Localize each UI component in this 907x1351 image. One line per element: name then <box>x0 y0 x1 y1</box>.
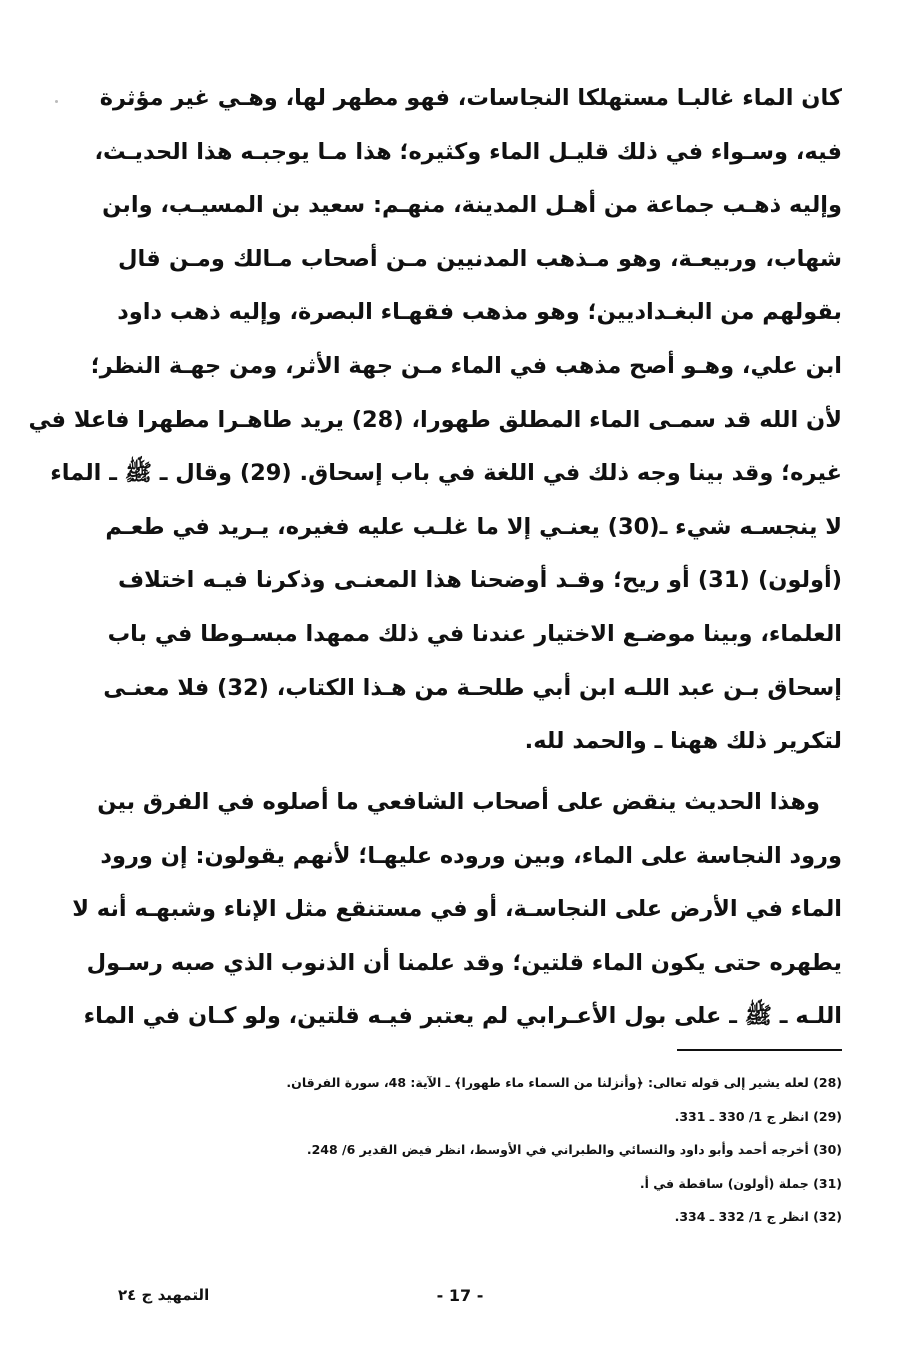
text-line-indented: وهذا الحديث ينقض على أصحاب الشافعي ما أصلوه في الفرق بين <box>97 789 820 815</box>
text-line: إسحاق بـن عبد اللـه ابن أبي طلحـة من هـذا الكتاب، (32) فلا معنـى <box>103 674 842 701</box>
text-line: ابن علي، وهـو أصح مذهب في الماء مـن جهة الأثر، ومن جهـة النظر؛ <box>90 352 842 379</box>
paragraph-1 <box>28 72 843 769</box>
running-footer: التمهيد ج ٢٤ <box>118 1286 210 1304</box>
text-line: بقولهم من البغـداديين؛ وهو مذهب فقهـاء البصرة، وإليه ذهب داود <box>117 299 842 326</box>
text-line: شهاب، وربيعـة، وهو مـذهب المدنيين مـن أصحاب مـالك ومـن قال <box>118 245 842 272</box>
text-line: اللـه ـ ﷺ ـ على بول الأعـرابي لم يعتبر فيـه قلتين، ولو كـان في الماء <box>83 1003 842 1030</box>
text-line-last: لتكرير ذلك ههنا ـ والحمد لله. <box>524 728 842 755</box>
footnote-separator <box>677 1049 842 1051</box>
text-line: الماء في الأرض على النجاسـة، أو في مستنقع مثل الإناء وشبهـه أنه لا <box>72 896 842 923</box>
text-line: لا ينجسـه شيء ـ(30) يعنـي إلا ما غلـب عليه فغيره، يـريد في طعـم <box>105 513 842 540</box>
paragraph-2 <box>72 776 842 1044</box>
text-line: فيه، وسـواء في ذلك قليـل الماء وكثيره؛ هذا مـا يوجبـه هذا الحديـث، <box>94 138 842 165</box>
text-line: وإليه ذهـب جماعة من أهـل المدينة، منهـم: سعيد بن المسيـب، وابن <box>102 192 842 219</box>
page-number: - 17 - <box>436 1286 484 1305</box>
text-line: يطهره حتى يكون الماء قلتين؛ وقد علمنا أن الذنوب الذي صبه رسـول <box>86 949 842 976</box>
footnote-28: (28) لعله يشير إلى قوله تعالى: ﴿وأنزلنا من السماء ماء طهورا﴾ ـ الآية: 48، سورة الفرقان. <box>286 1075 842 1090</box>
text-line: العلماء، وبينا موضـع الاختيار عندنا في ذلك ممهدا مبسـوطا في باب <box>107 620 842 647</box>
text-line: كان الماء غالبـا مستهلكا النجاسات، فهو مطهر لها، وهـي غير مؤثرة <box>99 85 842 111</box>
text-line: ورود النجاسة على الماء، وبين وروده عليهـا؛ لأنهم يقولون: إن ورود <box>100 842 842 869</box>
footnote-32: (32) انظر ج 1/ 332 ـ 334. <box>674 1209 842 1224</box>
text-line: لأن الله قد سمـى الماء المطلق طهورا، (28) يريد طاهـرا مطهرا فاعلا في <box>28 406 842 433</box>
scan-speck <box>55 100 58 103</box>
footnotes <box>160 1066 842 1234</box>
text-line: (أولون) (31) أو ريح؛ وقـد أوضحنا هذا المعنـى وذكرنا فيـه اختلاف <box>118 567 843 594</box>
footnote-29: (29) انظر ج 1/ 330 ـ 331. <box>674 1108 842 1124</box>
footnote-30: (30) أخرجه أحمد وأبو داود والنسائي والطبراني في الأوسط، انظر فيض القدير 6/ 248. <box>306 1142 842 1157</box>
text-line: غيره؛ وقد بينا وجه ذلك في اللغة في باب إسحاق. (29) وقال ـ ﷺ ـ الماء <box>50 460 842 487</box>
footnote-31: (31) جملة (أولون) ساقطة في أ. <box>639 1175 842 1191</box>
